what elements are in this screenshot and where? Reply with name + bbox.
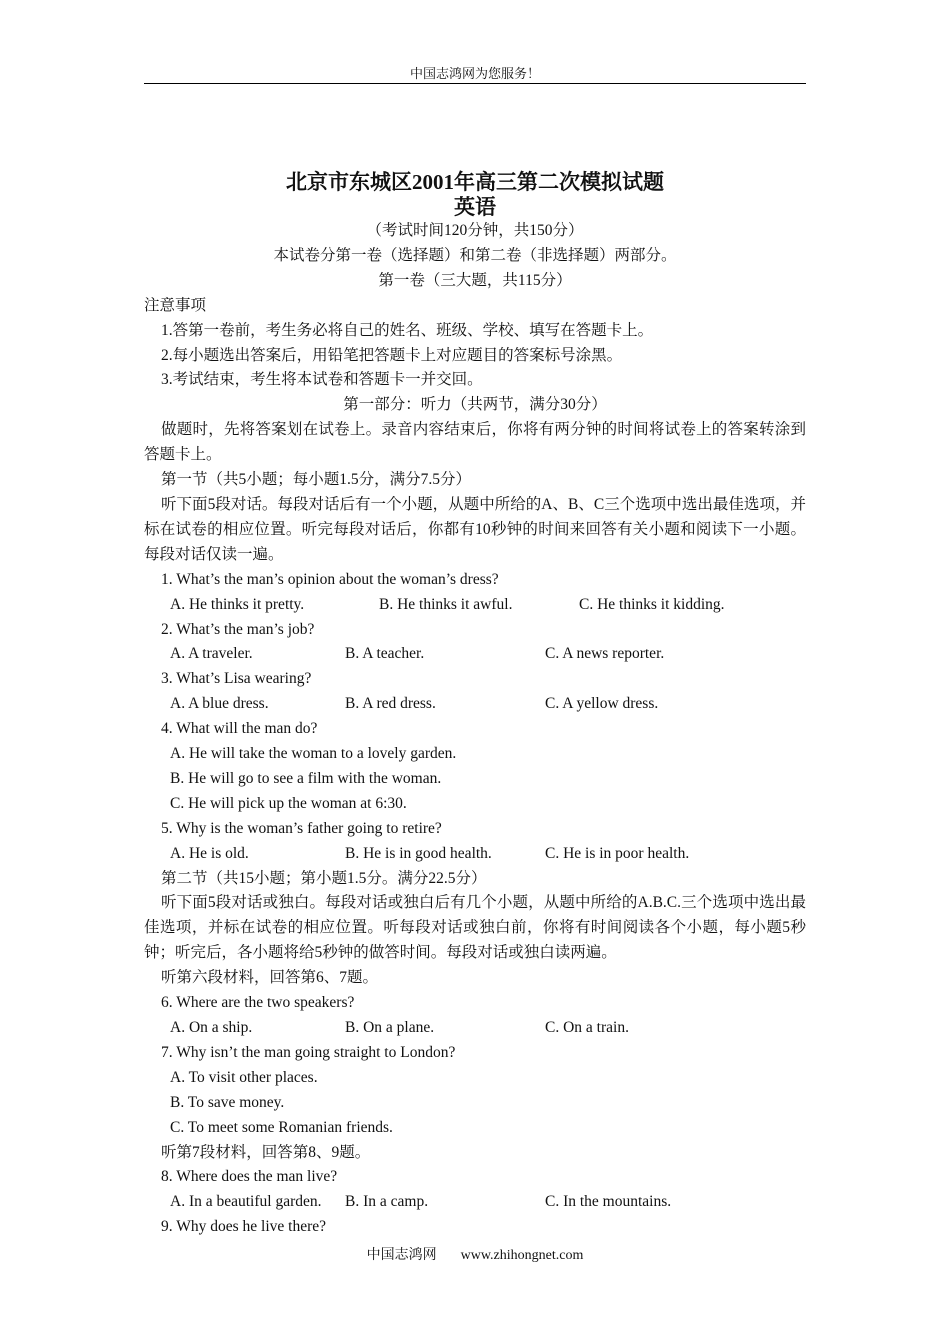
options-row bbox=[144, 842, 806, 867]
question-stem: 1. What’s the man’s opinion about the woman’s dress? bbox=[161, 570, 499, 588]
question-stem: 5. Why is the woman’s father going to retire? bbox=[161, 819, 442, 837]
option-c: C. On a train. bbox=[545, 1019, 629, 1036]
options-row bbox=[144, 593, 806, 618]
option-b: B. In a camp. bbox=[345, 1193, 429, 1211]
page-header: 中国志鸿网为您服务！ bbox=[409, 66, 540, 81]
option-a: A. To visit other places. bbox=[170, 1068, 318, 1086]
exam-title: 北京市东城区2001年高三第二次模拟试题 bbox=[286, 170, 664, 194]
option-b: B. He thinks it awful. bbox=[379, 595, 513, 613]
option-a: A. He will take the woman to a lovely garden. bbox=[170, 745, 457, 763]
section-two-heading: 第二节（共15小题；第小题1.5分。满分22.5分） bbox=[161, 869, 487, 887]
section-two-instruction: 听下面5段对话或独白。每段对话或独白后有几个小题，从题中所给的A.B.C.三个选项中选出最佳选项，并标在试卷的相应位置。听每段对话或独白前，你将有时间阅读各个小题，每小题5秒钟；听完后，各小题将给5秒钟的做答时间。每段对话或独白读两遍。 bbox=[144, 894, 806, 962]
exam-structure: 本试卷分第一卷（选择题）和第二卷（非选择题）两部分。 bbox=[273, 246, 677, 264]
option-b: B. He is in good health. bbox=[345, 844, 492, 862]
option-c: C. A news reporter. bbox=[545, 645, 665, 663]
options-row bbox=[144, 1016, 806, 1041]
question-stem: 2. What’s the man’s job? bbox=[161, 620, 315, 638]
options-row bbox=[144, 1190, 806, 1215]
option-c: C. He will pick up the woman at 6:30. bbox=[170, 794, 407, 812]
option-a: A. A blue dress. bbox=[170, 695, 269, 713]
option-b: B. On a plane. bbox=[345, 1019, 435, 1036]
option-b: B. He will go to see a film with the woman. bbox=[170, 769, 442, 787]
question-stem: 8. Where does the man live? bbox=[161, 1168, 338, 1186]
options-row bbox=[144, 642, 806, 667]
question-stem: 6. Where are the two speakers? bbox=[161, 994, 355, 1012]
option-b: B. A red dress. bbox=[345, 695, 436, 713]
notes-heading: 注意事项 bbox=[144, 296, 207, 314]
option-c: C. He is in poor health. bbox=[545, 844, 690, 862]
note-item: 3.考试结束，考生将本试卷和答题卡一并交回。 bbox=[161, 371, 483, 389]
header-divider bbox=[144, 83, 806, 84]
question-stem: 4. What will the man do? bbox=[161, 720, 318, 738]
question-stem: 7. Why isn’t the man going straight to London? bbox=[161, 1043, 456, 1061]
footer-site-name: 中国志鸿网 bbox=[366, 1248, 437, 1263]
part-one-heading: 第一部分：听力（共两节，满分30分） bbox=[343, 396, 607, 414]
title-block bbox=[144, 170, 806, 220]
option-a: A. In a beautiful garden. bbox=[170, 1193, 322, 1211]
option-b: B. To save money. bbox=[170, 1093, 285, 1111]
material-six-label: 听第六段材料，回答第6、7题。 bbox=[161, 969, 379, 987]
note-item: 1.答第一卷前，考生务必将自己的姓名、班级、学校、填写在答题卡上。 bbox=[161, 321, 654, 339]
volume-one-heading: 第一卷（三大题，共115分） bbox=[378, 271, 572, 289]
question-stem: 9. Why does he live there? bbox=[161, 1218, 326, 1236]
section-one-heading: 第一节（共5小题；每小题1.5分，满分7.5分） bbox=[161, 471, 472, 489]
option-c: C. To meet some Romanian friends. bbox=[170, 1118, 393, 1136]
option-a: A. On a ship. bbox=[170, 1019, 253, 1036]
section-one-instruction: 听下面5段对话。每段对话后有一个小题，从题中所给的A、B、C三个选项中选出最佳选项，并标在试卷的相应位置。听完每段对话后，你都有10秒钟的时间来回答有关小题和阅读下一小题。每段对话仅读一遍。 bbox=[144, 495, 806, 563]
option-a: A. He is old. bbox=[170, 844, 249, 862]
exam-content bbox=[144, 219, 806, 1240]
option-a: A. He thinks it pretty. bbox=[170, 595, 305, 613]
option-c: C. A yellow dress. bbox=[545, 695, 659, 713]
option-a: A. A traveler. bbox=[170, 645, 253, 663]
question-stem: 3. What’s Lisa wearing? bbox=[161, 670, 312, 688]
exam-subject: 英语 bbox=[454, 195, 496, 219]
material-seven-label: 听第7段材料，回答第8、9题。 bbox=[161, 1143, 371, 1161]
option-b: B. A teacher. bbox=[345, 645, 425, 663]
options-row bbox=[144, 692, 806, 717]
note-item: 2.每小题选出答案后，用铅笔把答题卡上对应题目的答案标号涂黑。 bbox=[161, 346, 623, 364]
exam-time: （考试时间120分钟，共150分） bbox=[366, 222, 584, 239]
option-c: C. He thinks it kidding. bbox=[579, 595, 725, 613]
part-one-instruction: 做题时，先将答案划在试卷上。录音内容结束后，你将有两分钟的时间将试卷上的答案转涂到答题卡上。 bbox=[144, 421, 806, 464]
footer-url[interactable]: www.zhihongnet.com bbox=[460, 1248, 584, 1263]
page-footer bbox=[144, 1247, 806, 1265]
option-c: C. In the mountains. bbox=[545, 1193, 672, 1211]
